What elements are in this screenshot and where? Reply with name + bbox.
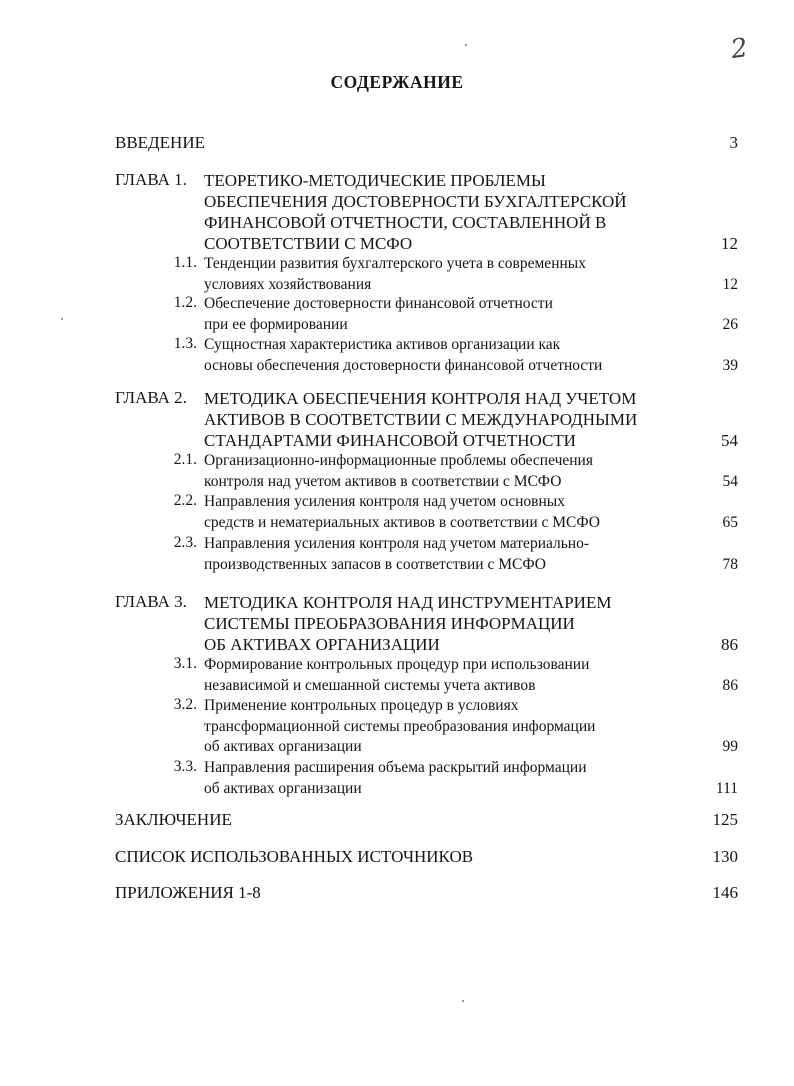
toc-entry-introduction (115, 133, 738, 153)
toc-entry-conclusion (115, 810, 738, 830)
section-number: 3.1. (173, 655, 197, 672)
section-title: Обеспечение достоверности финансовой отчетности при ее формировании 26 (204, 294, 738, 335)
section-page: 39 (722, 356, 738, 374)
scan-speck (462, 1000, 464, 1002)
section-number: 2.3. (173, 534, 197, 551)
section-title: Организационно-информационные проблемы обеспечения контроля над учетом активов в соответствии с МСФО 54 (204, 451, 738, 492)
chapter-title: МЕТОДИКА ОБЕСПЕЧЕНИЯ КОНТРОЛЯ НАД УЧЕТОМ АКТИВОВ В СООТВЕТСТВИИ С МЕЖДУНАРОДНЫМИ СТАНДАРТАМИ ФИНАНСОВОЙ ОТЧЕТНОСТИ 54 (204, 389, 738, 450)
section-page: 78 (722, 555, 738, 573)
section-number: 1.1. (173, 254, 197, 271)
toc-entry-page: 130 (712, 847, 738, 866)
section-page: 99 (722, 738, 738, 755)
page-title: СОДЕРЖАНИЕ (330, 72, 464, 92)
section-number: 1.3. (173, 335, 197, 352)
section-title: Направления расширения объема раскрытий информации об активах организации 111 (204, 758, 738, 799)
chapter-page: 12 (721, 234, 738, 253)
section-page: 12 (722, 275, 738, 293)
chapter-page: 86 (721, 635, 738, 654)
chapter-label: ГЛАВА 1. (115, 170, 187, 189)
toc-entry-label: ПРИЛОЖЕНИЯ 1-8 (115, 883, 261, 902)
section-page: 26 (722, 315, 738, 333)
section-number: 3.2. (173, 696, 197, 713)
toc-entry-appendices (115, 883, 738, 903)
section-title: Тенденции развития бухгалтерского учета в современных условиях хозяйствования 12 (204, 254, 738, 295)
section-title: Применение контрольных процедур в условиях трансформационной системы преобразования информации об активах организации 99 (204, 696, 738, 758)
chapter-title: МЕТОДИКА КОНТРОЛЯ НАД ИНСТРУМЕНТАРИЕМ СИСТЕМЫ ПРЕОБРАЗОВАНИЯ ИНФОРМАЦИИ ОБ АКТИВАХ ОРГАНИЗАЦИИ 86 (204, 593, 738, 654)
section-number: 3.3. (173, 758, 197, 775)
section-number: 1.2. (173, 294, 197, 311)
section-page: 111 (715, 779, 738, 797)
toc-entry-page: 3 (729, 133, 738, 152)
chapter-label: ГЛАВА 2. (115, 388, 187, 407)
toc-entry-references (115, 847, 738, 867)
toc-entry-label: СПИСОК ИСПОЛЬЗОВАННЫХ ИСТОЧНИКОВ (115, 847, 474, 866)
toc-entry-label: ЗАКЛЮЧЕНИЕ (115, 810, 232, 829)
chapter-page: 54 (721, 431, 738, 450)
section-number: 2.1. (173, 451, 197, 468)
chapter-label: ГЛАВА 3. (115, 592, 187, 611)
section-title: Формирование контрольных процедур при использовании независимой и смешанной системы учета активов 86 (204, 655, 738, 696)
toc-entry-page: 125 (712, 810, 738, 829)
toc-entry-page: 146 (712, 883, 738, 902)
chapter-title: ТЕОРЕТИКО-МЕТОДИЧЕСКИЕ ПРОБЛЕМЫ ОБЕСПЕЧЕНИЯ ДОСТОВЕРНОСТИ БУХГАЛТЕРСКОЙ ФИНАНСОВОЙ ОТЧЕТНОСТИ, СОСТАВЛЕННОЙ В СООТВЕТСТВИИ С МСФО 12 (204, 171, 738, 253)
section-title: Направления усиления контроля над учетом основных средств и нематериальных активов в соответствии с МСФО 65 (204, 492, 738, 533)
handwritten-page-number: 2 (728, 32, 750, 66)
section-title: Сущностная характеристика активов организации как основы обеспечения достоверности финансовой отчетности 39 (204, 335, 738, 376)
section-number: 2.2. (173, 492, 197, 509)
toc-entry-label: ВВЕДЕНИЕ (115, 133, 205, 152)
section-page: 86 (722, 676, 738, 694)
section-page: 65 (722, 513, 738, 531)
scan-speck (61, 318, 63, 320)
section-title: Направления усиления контроля над учетом материально- производственных запасов в соответствии с МСФО 78 (204, 534, 738, 575)
scan-speck (465, 44, 467, 46)
section-page: 54 (722, 472, 738, 490)
